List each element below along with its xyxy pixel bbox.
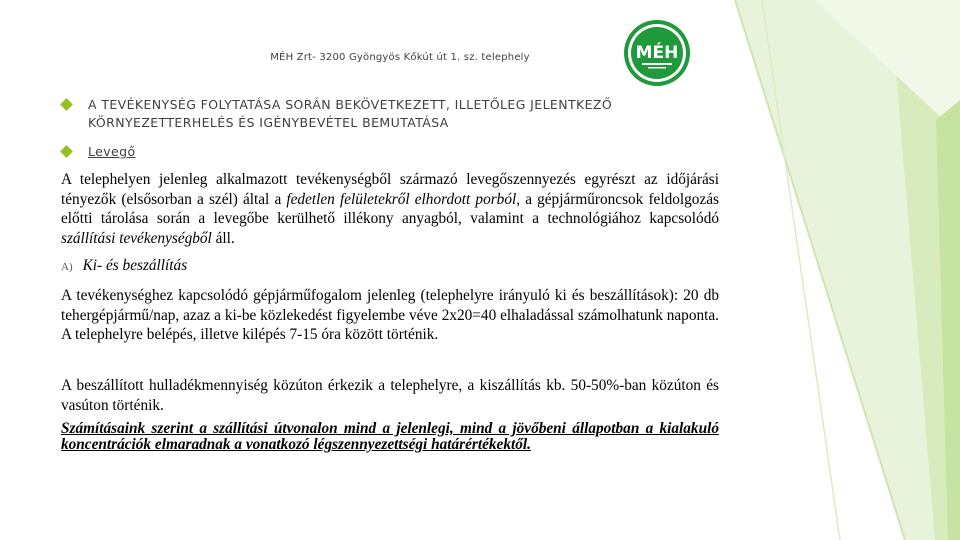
subsection-title: Ki- és beszállítás xyxy=(82,257,188,274)
text-segment: áll. xyxy=(211,229,235,247)
bullet-item-levego xyxy=(62,143,722,161)
italic-segment: fedetlen felületekről elhordott porból xyxy=(286,190,517,208)
text-segment: A telephelyen jelenleg alkalmazott tevékenységből származó levegőszennyezés egyrészt az időjárási tényezők (elsősorban a szél) által a xyxy=(61,171,719,208)
bullet-text: Levegő xyxy=(88,144,136,159)
paragraph-levegoszennyezes xyxy=(61,170,719,248)
subsection-label: A) xyxy=(61,261,73,273)
bullet-item-tevekenyseg xyxy=(62,96,722,132)
subsection-heading xyxy=(61,257,187,275)
italic-segment: szállítási tevékenységből xyxy=(61,229,212,247)
bullet-line2: KÖRNYEZETTERHELÉS ÉS IGÉNYBEVÉTEL BEMUTATÁSA xyxy=(88,115,449,130)
page-header: MÉH Zrt- 3200 Gyöngyös Kőkút út 1. sz. telephely xyxy=(270,52,530,63)
text-segment: , a gépjárműroncsok feldolgozás előtti tárolása során a levegőbe kerülhető illékony anyagból, valamint a technológiához kapcsolódó xyxy=(61,190,719,228)
paragraph-beszallitas: A beszállított hulladékmennyiség közúton érkezik a telephelyre, a kiszállítás kb. 50-50%-ban közúton és vasúton történik. xyxy=(61,377,719,414)
meh-logo xyxy=(622,18,692,88)
paragraph-gepjarmuforgalom: A tevékenységhez kapcsolódó gépjárműfogalom jelenleg (telephelyre irányuló ki és beszállítások): 20 db tehergépjármű/nap, azaz a ki-be közlekedést figyelembe véve 2x20=40 elhaladással számolhatunk naponta. A telephelyre belépés, illetve kilépés 7-15 óra között történik. xyxy=(61,287,719,344)
paragraph-szamitasok: Számításaink szerint a szállítási útvonalon mind a jelenlegi, mind a jövőbeni állapotban a kialakuló koncentrációk elmaradnak a vonatkozó légszennyezettségi határértékektől. xyxy=(61,420,719,453)
logo-text: MÉH xyxy=(635,43,679,63)
diamond-bullet-icon xyxy=(60,98,73,111)
bullet-line1: A TEVÉKENYSÉG FOLYTATÁSA SORÁN BEKÖVETKEZETT, ILLETŐLEG JELENTKEZŐ xyxy=(88,97,613,112)
diamond-bullet-icon xyxy=(60,145,73,158)
